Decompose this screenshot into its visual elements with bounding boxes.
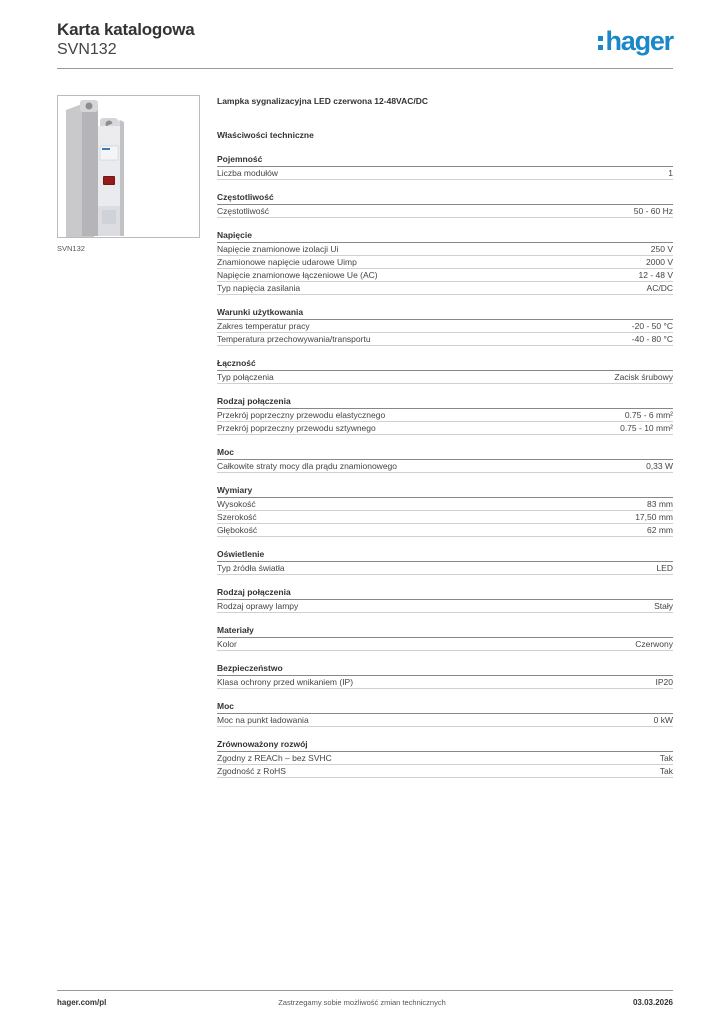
spec-label: Przekrój poprzeczny przewodu elastycznego xyxy=(217,410,386,420)
page-header xyxy=(57,20,673,70)
product-heading: Lampka sygnalizacyjna LED czerwona 12-48VAC/DC xyxy=(217,96,429,106)
spec-section-title: Oświetlenie xyxy=(217,549,673,562)
spec-label: Liczba modułów xyxy=(217,168,278,178)
spec-value: 1 xyxy=(668,168,673,178)
spec-row xyxy=(217,752,673,765)
spec-value: Zacisk śrubowy xyxy=(614,372,673,382)
page-title: Karta katalogowa xyxy=(57,20,195,39)
spec-row xyxy=(217,243,673,256)
spec-label: Temperatura przechowywania/transportu xyxy=(217,334,371,344)
spec-section xyxy=(217,396,673,435)
product-image xyxy=(58,96,199,237)
spec-value: 50 - 60 Hz xyxy=(633,206,673,216)
spec-label: Całkowite straty mocy dla prądu znamionowego xyxy=(217,461,398,471)
spec-row xyxy=(217,460,673,473)
spec-section-title: Pojemność xyxy=(217,154,673,167)
spec-row xyxy=(217,269,673,282)
spec-section xyxy=(217,358,673,384)
spec-value: LED xyxy=(656,563,673,573)
spec-value: Czerwony xyxy=(635,639,673,649)
hager-logo xyxy=(598,26,673,56)
spec-row xyxy=(217,409,673,422)
spec-value: 17,50 mm xyxy=(635,512,673,522)
spec-row xyxy=(217,638,673,651)
footer-divider xyxy=(57,990,673,991)
spec-row xyxy=(217,422,673,435)
spec-section xyxy=(217,701,673,727)
spec-label: Typ połączenia xyxy=(217,372,274,382)
spec-label: Wysokość xyxy=(217,499,256,509)
spec-row xyxy=(217,511,673,524)
spec-label: Zgodność z RoHS xyxy=(217,766,286,776)
spec-value: 83 mm xyxy=(647,499,673,509)
spec-section-title: Wymiary xyxy=(217,485,673,498)
spec-value: 250 V xyxy=(650,244,673,254)
spec-content xyxy=(217,96,673,778)
spec-value: 2000 V xyxy=(646,257,673,267)
spec-label: Zgodny z REACh – bez SVHC xyxy=(217,753,332,763)
spec-section-title: Moc xyxy=(217,701,673,714)
spec-section-title: Moc xyxy=(217,447,673,460)
spec-label: Napięcie znamionowe łączeniowe Ue (AC) xyxy=(217,270,378,280)
spec-row xyxy=(217,714,673,727)
spec-value: 0.75 - 10 mm² xyxy=(620,423,673,433)
spec-label: Rodzaj oprawy lampy xyxy=(217,601,299,611)
spec-row xyxy=(217,562,673,575)
logo-dots-icon xyxy=(598,36,603,50)
spec-section xyxy=(217,307,673,346)
spec-row xyxy=(217,320,673,333)
spec-label: Zakres temperatur pracy xyxy=(217,321,310,331)
spec-row xyxy=(217,256,673,269)
spec-label: Klasa ochrony przed wnikaniem (IP) xyxy=(217,677,354,687)
spec-label: Częstotliwość xyxy=(217,206,269,216)
spec-value: -20 - 50 °C xyxy=(631,321,673,331)
spec-sections xyxy=(217,154,673,778)
spec-section xyxy=(217,485,673,537)
spec-label: Znamionowe napięcie udarowe Uimp xyxy=(217,257,357,267)
spec-section xyxy=(217,192,673,218)
product-image-frame xyxy=(57,95,200,238)
spec-value: Tak xyxy=(659,766,673,776)
spec-value: 62 mm xyxy=(647,525,673,535)
spec-row xyxy=(217,333,673,346)
footer-date: 03.03.2026 xyxy=(632,998,673,1007)
spec-label: Moc na punkt ładowania xyxy=(217,715,309,725)
spec-value: 0.75 - 6 mm² xyxy=(624,410,673,420)
spec-value: 12 - 48 V xyxy=(638,270,673,280)
spec-value: IP20 xyxy=(655,677,673,687)
spec-section xyxy=(217,587,673,613)
spec-row xyxy=(217,765,673,778)
spec-label: Typ źródła światła xyxy=(217,563,285,573)
header-divider xyxy=(57,68,673,69)
spec-label: Kolor xyxy=(217,639,237,649)
spec-row xyxy=(217,371,673,384)
spec-section xyxy=(217,625,673,651)
spec-section-title: Częstotliwość xyxy=(217,192,673,205)
spec-label: Przekrój poprzeczny przewodu sztywnego xyxy=(217,423,376,433)
page-subtitle: SVN132 xyxy=(57,41,117,58)
spec-value: Tak xyxy=(659,753,673,763)
spec-section xyxy=(217,739,673,778)
spec-value: AC/DC xyxy=(646,283,673,293)
spec-row xyxy=(217,676,673,689)
spec-value: Stały xyxy=(654,601,673,611)
spec-section-title: Łączność xyxy=(217,358,673,371)
spec-row xyxy=(217,282,673,295)
spec-section xyxy=(217,230,673,295)
spec-section xyxy=(217,154,673,180)
spec-section-title: Rodzaj połączenia xyxy=(217,587,673,600)
spec-row xyxy=(217,498,673,511)
spec-row xyxy=(217,167,673,180)
spec-row xyxy=(217,205,673,218)
spec-section-title: Zrównoważony rozwój xyxy=(217,739,673,752)
footer-website-link[interactable]: hager.com/pl xyxy=(57,998,107,1007)
spec-section-title: Napięcie xyxy=(217,230,673,243)
spec-section-title: Rodzaj połączenia xyxy=(217,396,673,409)
spec-section-title: Materiały xyxy=(217,625,673,638)
spec-value: 0,33 W xyxy=(646,461,673,471)
spec-section-title: Warunki użytkowania xyxy=(217,307,673,320)
spec-value: 0 kW xyxy=(653,715,673,725)
spec-row xyxy=(217,524,673,537)
spec-row xyxy=(217,600,673,613)
spec-label: Szerokość xyxy=(217,512,257,522)
logo-text: hager xyxy=(605,26,673,56)
spec-section xyxy=(217,663,673,689)
spec-section xyxy=(217,549,673,575)
spec-section-title: Bezpieczeństwo xyxy=(217,663,673,676)
footer-disclaimer: Zastrzegamy sobie możliwość zmian technicznych xyxy=(278,998,446,1007)
spec-value: -40 - 80 °C xyxy=(631,334,673,344)
spec-label: Napięcie znamionowe izolacji Ui xyxy=(217,244,339,254)
technical-properties-heading: Właściwości techniczne xyxy=(217,130,314,140)
spec-label: Typ napięcia zasilania xyxy=(217,283,301,293)
spec-section xyxy=(217,447,673,473)
product-image-caption: SVN132 xyxy=(57,244,85,253)
spec-label: Głębokość xyxy=(217,525,258,535)
